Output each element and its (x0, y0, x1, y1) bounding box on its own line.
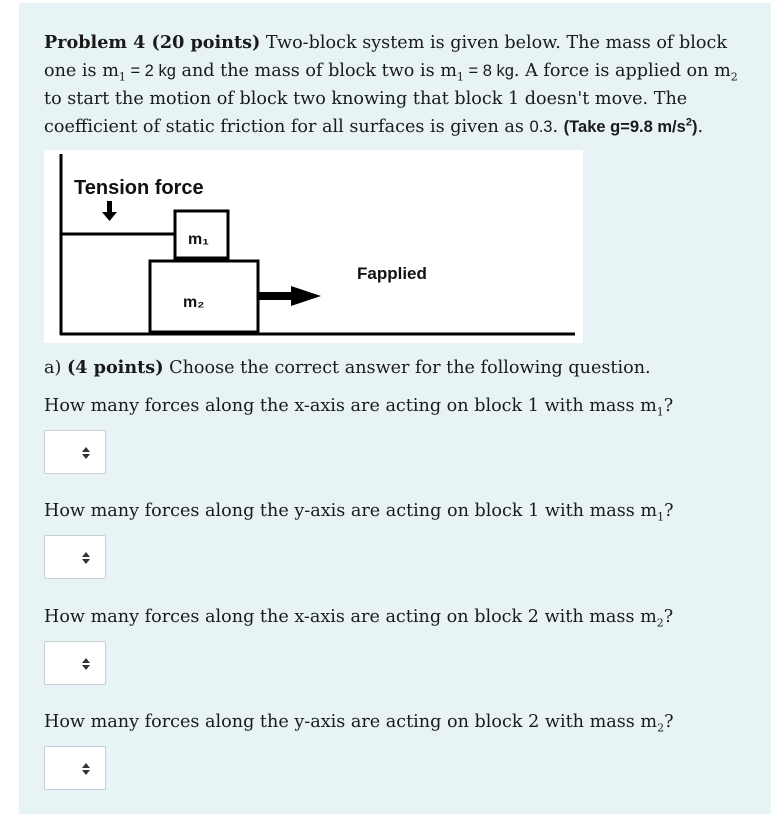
m1-label: m₁ (188, 231, 209, 248)
two-block-diagram (44, 150, 583, 343)
up-down-caret-icon (81, 551, 91, 565)
question-4-text: How many forces along the y-axis are acting on block 2 with mass $m_2$? (44, 712, 674, 735)
problem-label: Problem 4 (20 points) (44, 32, 261, 53)
part-a-instruction: a) (4 points) Choose the correct answer for the following question. (44, 357, 651, 378)
mass-force-symbol: $m_2$ (714, 61, 738, 84)
down-arrow-icon (102, 201, 117, 221)
right-arrow-icon (258, 286, 321, 306)
question-1-text: How many forces along the x-axis are acting on block 1 with mass $m_1$? (44, 396, 674, 419)
up-down-caret-icon (81, 446, 91, 460)
question-3-text: How many forces along the x-axis are acting on block 2 with mass $m_2$? (44, 607, 674, 630)
force-label: Fapplied (357, 264, 427, 283)
problem-text-2: and the mass of block two is (175, 61, 441, 81)
gravity-note: (Take g=9.8 $m/s^2$) (563, 116, 698, 136)
up-down-caret-icon (81, 657, 91, 671)
answer-select-3[interactable] (44, 641, 106, 685)
m2-label: m₂ (183, 294, 205, 311)
problem-text-6: . (697, 117, 704, 137)
friction-coefficient: 0.3 (529, 118, 553, 136)
question-2-text: How many forces along the y-axis are acting on block 1 with mass $m_1$? (44, 501, 674, 524)
up-down-caret-icon (81, 762, 91, 776)
part-a-points: (4 points) (66, 357, 164, 378)
mass-two-value: = 8 kg (463, 62, 514, 80)
problem-text-4: to start the motion of block two knowing that block 1 doesn't move. The coefficient of static friction for all surfaces is given as (44, 89, 688, 137)
mass-one-symbol: $m_1$ (102, 61, 126, 84)
problem-text-1: Two-block system is given below. The mass of block one is (44, 33, 728, 81)
mass-one-value: = 2 kg (125, 62, 176, 80)
problem-statement (44, 29, 756, 141)
answer-select-2[interactable] (44, 535, 106, 579)
problem-text-3: . A force is applied on (513, 61, 715, 81)
answer-select-1[interactable] (44, 430, 106, 474)
tension-label: Tension force (74, 177, 204, 199)
answer-select-4[interactable] (44, 746, 106, 790)
problem-text-5: . (552, 117, 564, 137)
mass-two-symbol: $m_1$ (440, 61, 464, 84)
